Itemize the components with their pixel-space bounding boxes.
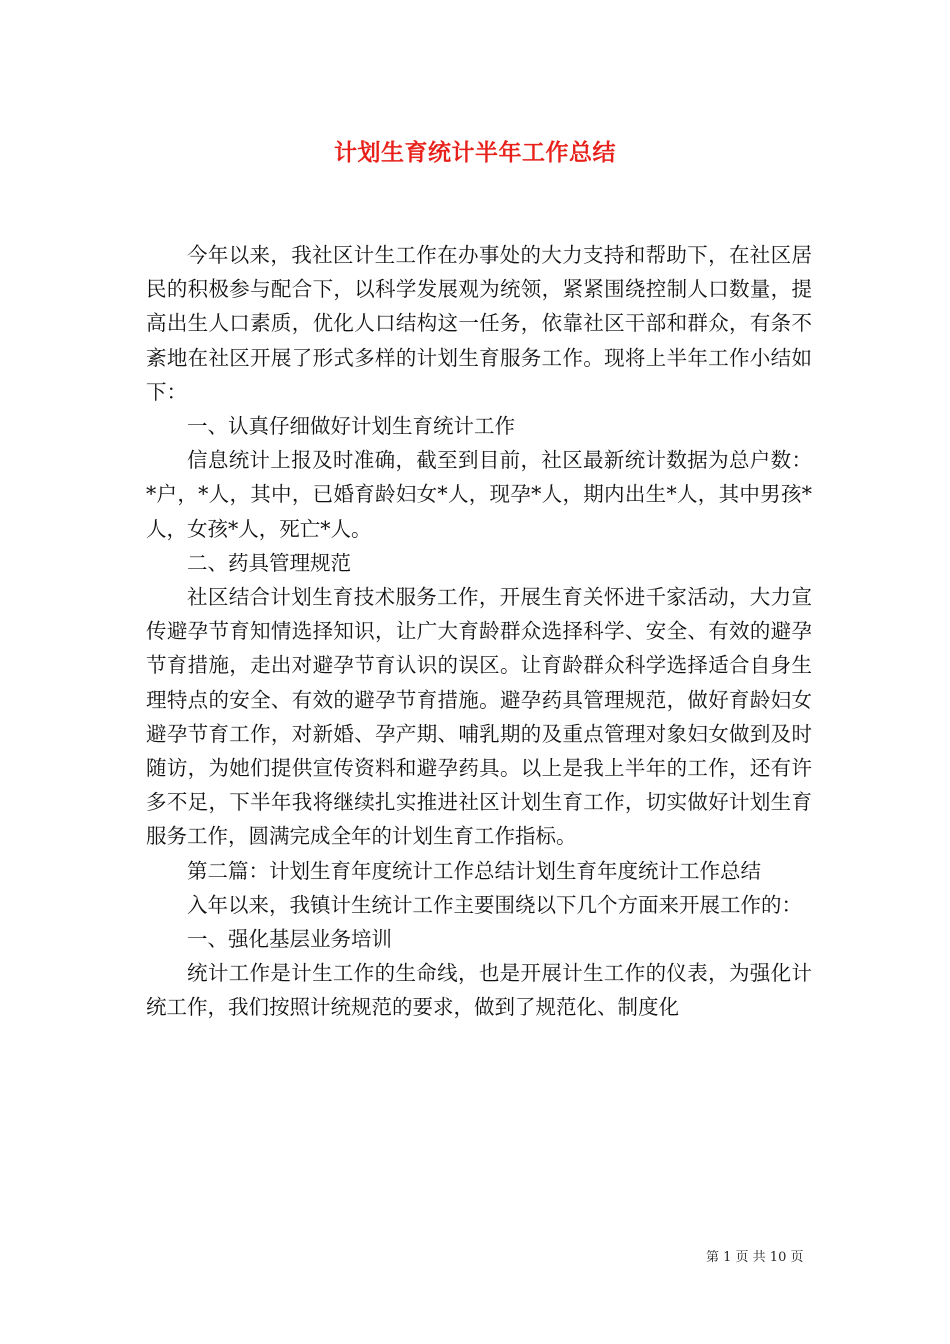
body-paragraph: 今年以来，我社区计生工作在办事处的大力支持和帮助下，在社区居民的积极参与配合下，以科学发展观为统领，紧紧围绕控制人口数量，提高出生人口素质，优化人口结构这一任务，依靠社区干部和群众，有条不紊地在社区开展了形式多样的计划生育服务工作。现将上半年工作小结如下： <box>146 243 812 404</box>
section-heading: 一、认真仔细做好计划生育统计工作 <box>187 414 515 439</box>
chapter-heading: 第二篇：计划生育年度统计工作总结计划生育年度统计工作总结 <box>187 858 761 883</box>
document-body <box>146 238 812 1025</box>
body-paragraph: 信息统计上报及时准确，截至到目前，社区最新统计数据为总户数：*户，*人，其中，已婚育龄妇女*人，现孕*人，期内出生*人，其中男孩*人，女孩*人，死亡*人。 <box>146 448 812 541</box>
section-heading: 二、药具管理规范 <box>187 550 351 575</box>
page-number: 第 1 页 共 10 页 <box>706 1250 804 1265</box>
section-heading: 一、强化基层业务培训 <box>187 927 392 952</box>
document-title: 计划生育统计半年工作总结 <box>334 140 616 166</box>
body-paragraph: 统计工作是计生工作的生命线，也是开展计生工作的仪表，为强化计统工作，我们按照计统规范的要求，做到了规范化、制度化 <box>146 961 812 1020</box>
body-paragraph: 入年以来，我镇计生统计工作主要围绕以下几个方面来开展工作的： <box>187 892 802 917</box>
body-paragraph: 社区结合计划生育技术服务工作，开展生育关怀进千家活动，大力宣传避孕节育知情选择知识，让广大育龄群众选择科学、安全、有效的避孕节育措施，走出对避孕节育认识的误区。让育龄群众科学选择适合自身生理特点的安全、有效的避孕节育措施。避孕药具管理规范，做好育龄妇女避孕节育工作，对新婚、孕产期、哺乳期的及重点管理对象妇女做到及时随访，为她们提供宣传资料和避孕药具。以上是我上半年的工作，还有许多不足，下半年我将继续扎实推进社区计划生育工作，切实做好计划生育服务工作，圆满完成全年的计划生育工作指标。 <box>146 585 812 849</box>
